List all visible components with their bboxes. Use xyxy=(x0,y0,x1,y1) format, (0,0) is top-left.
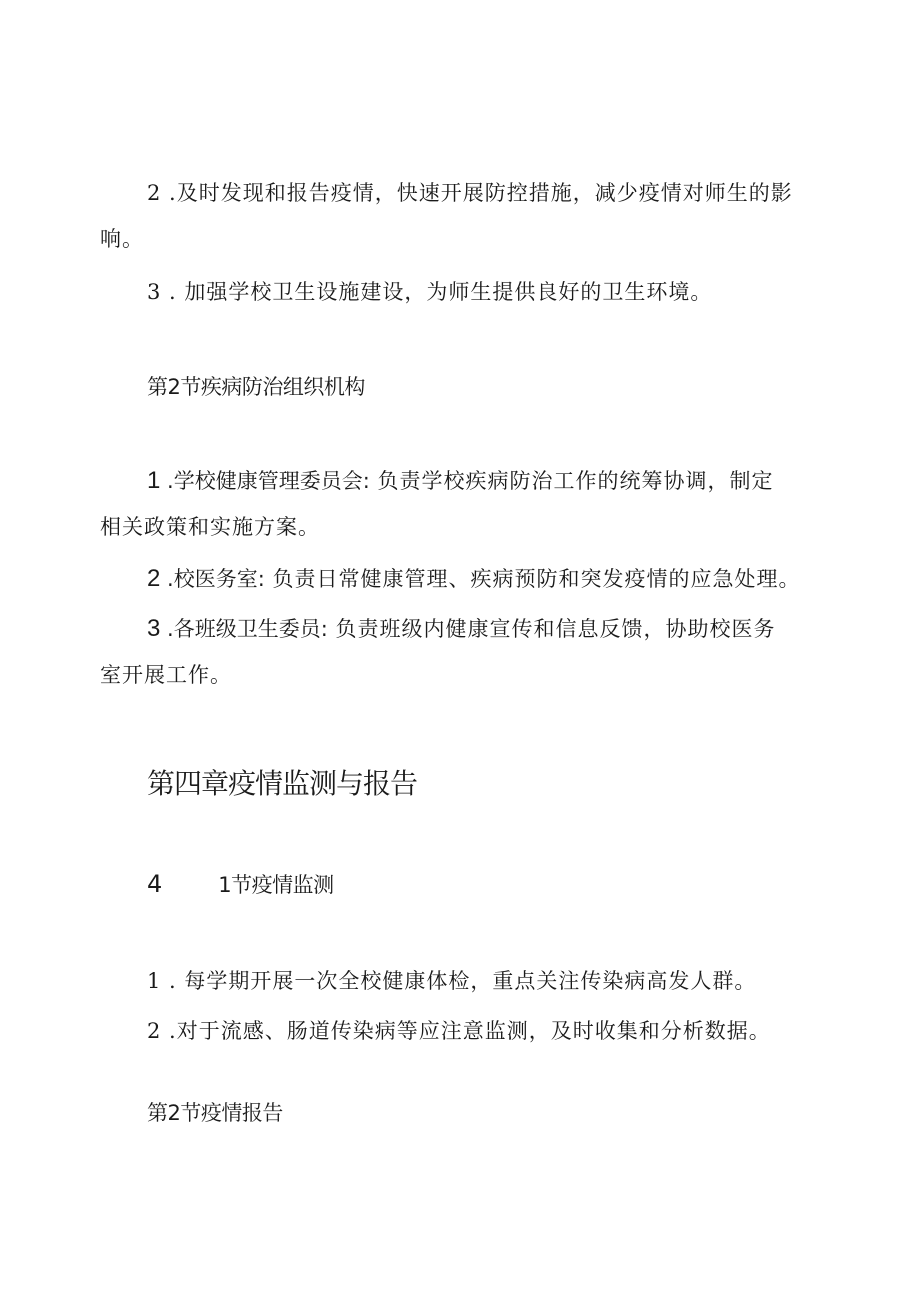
chapter4-heading: 第四章疫情监测与报告 xyxy=(147,767,418,800)
org-item-3-body-cont: 室开展工作。 xyxy=(100,663,232,687)
goal-item-3-text: 3 . 加强学校卫生设施建设，为师生提供良好的卫生环境。 xyxy=(147,280,713,304)
org-item-2-num: 2 xyxy=(147,565,161,592)
goal-item-3 xyxy=(0,269,920,315)
monitor-item-1 xyxy=(0,958,920,1004)
org-item-1-title: .学校健康管理委员会: xyxy=(160,469,370,493)
monitor-item-1-text: 1 . 每学期开展一次全校健康体检，重点关注传染病高发人群。 xyxy=(147,969,757,993)
org-item-3 xyxy=(0,606,920,698)
org-item-3-title: .各班级卫生委员: xyxy=(160,617,328,641)
org-item-2 xyxy=(0,556,920,602)
org-item-1-body: 负责学校疾病防治工作的统筹协调，制定 xyxy=(369,469,774,493)
goal-item-2 xyxy=(0,170,920,262)
org-item-2-title: .校医务室: xyxy=(160,567,265,591)
goal-item-2-line1: 2 .及时发现和报告疫情，快速开展防控措施，减少疫情对师生的影 xyxy=(147,181,793,205)
ch4-section2-heading: 第2节疫情报告 xyxy=(147,1101,283,1125)
ch4-section1-heading: 1节疫情监测 xyxy=(218,873,334,897)
section2-heading-block xyxy=(0,372,920,402)
monitor-item-2-text: 2 .对于流感、肠道传染病等应注意监测，及时收集和分析数据。 xyxy=(147,1019,771,1043)
ch4-section2-heading-block xyxy=(0,1098,920,1128)
ch4-section1-num: 4 xyxy=(147,870,163,898)
org-item-1-body-cont: 相关政策和实施方案。 xyxy=(100,515,320,539)
org-item-3-num: 3 xyxy=(147,615,161,642)
monitor-item-2 xyxy=(0,1008,920,1054)
org-item-2-body: 负责日常健康管理、疾病预防和突发疫情的应急处理。 xyxy=(264,567,801,591)
section2-heading: 第2节疾病防治组织机构 xyxy=(147,375,365,399)
org-item-3-body: 负责班级内健康宣传和信息反馈，协助校医务 xyxy=(327,617,776,641)
org-item-1-num: 1 xyxy=(147,467,161,494)
chapter4-heading-block xyxy=(0,764,920,804)
ch4-section1-heading-block xyxy=(0,869,920,900)
org-item-1 xyxy=(0,458,920,550)
goal-item-2-line2: 响。 xyxy=(100,227,144,251)
